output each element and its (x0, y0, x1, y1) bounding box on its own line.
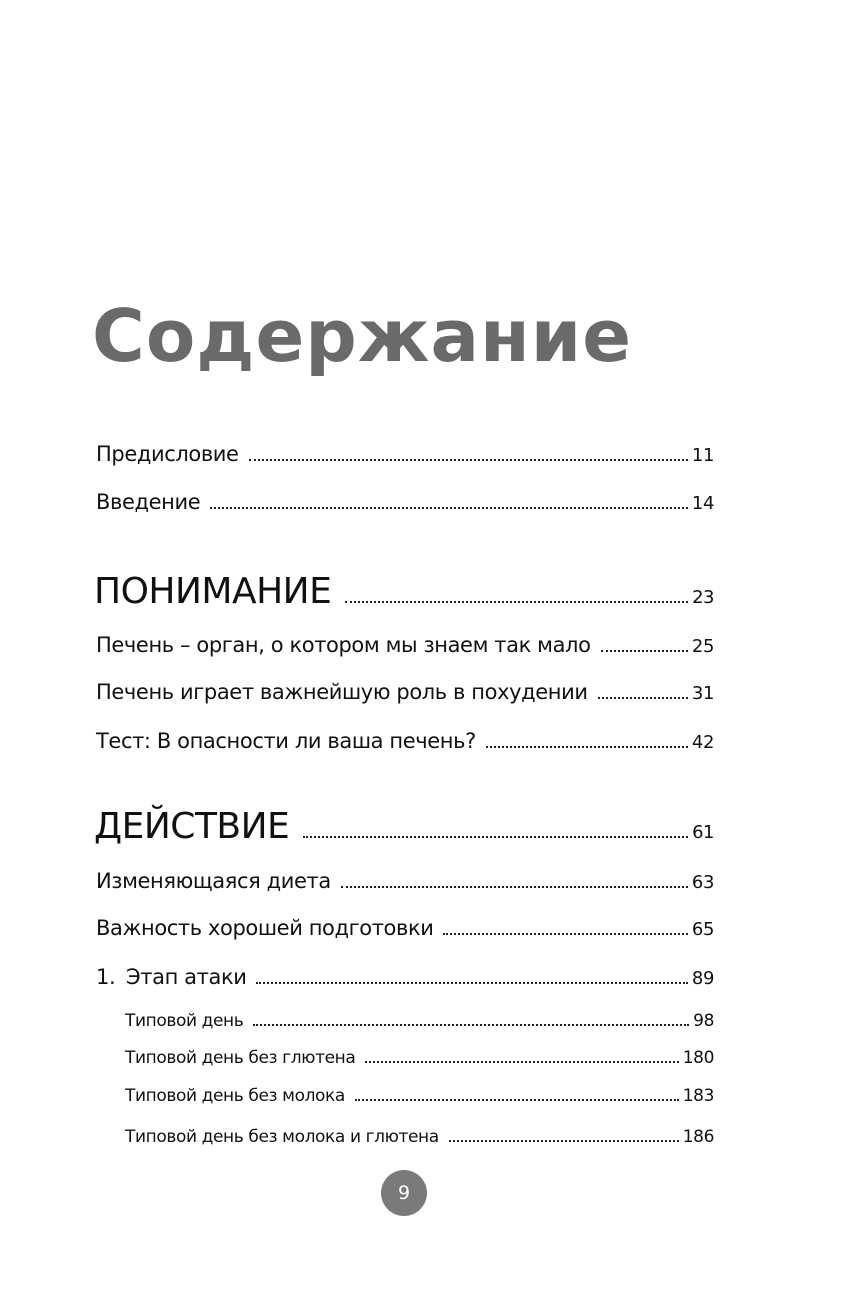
toc-page-number: 61 (692, 822, 714, 843)
toc-page-number: 14 (691, 493, 714, 514)
toc-entry-preface[interactable] (96, 442, 714, 466)
toc-dot-leader (598, 697, 688, 699)
page-number-badge (381, 1170, 427, 1216)
toc-subentry-label: Типовой день (125, 1011, 244, 1031)
toc-dot-leader (365, 1061, 678, 1063)
toc-subentry-typical-day-gluten-free[interactable] (125, 1048, 714, 1068)
toc-dot-leader (249, 459, 688, 461)
toc-entry-label: Важность хорошей подготовки (96, 916, 434, 940)
toc-page-number: 98 (693, 1011, 714, 1031)
toc-entry-label: Предисловие (96, 442, 239, 466)
toc-dot-leader (345, 601, 688, 603)
toc-entry-liver-weight-loss[interactable] (96, 680, 714, 704)
toc-dot-leader (253, 1024, 689, 1026)
toc-entry-liver-test[interactable] (96, 729, 714, 753)
toc-entry-number: 1. (96, 965, 116, 989)
toc-page-number: 89 (691, 968, 714, 989)
toc-subentry-typical-day[interactable] (125, 1011, 714, 1031)
toc-page-number: 180 (682, 1048, 714, 1068)
toc-dot-leader (486, 746, 688, 748)
toc-entry-preparation[interactable] (96, 916, 714, 940)
toc-subentry-typical-day-dairy-gluten-free[interactable] (125, 1127, 714, 1147)
page-title: Содержание (92, 294, 633, 378)
toc-entry-label: Введение (96, 490, 201, 514)
toc-section-understanding[interactable] (94, 571, 714, 612)
toc-page-number: 186 (682, 1127, 714, 1147)
toc-page-number: 25 (691, 636, 714, 657)
toc-dot-leader (341, 886, 688, 888)
toc-page-number: 183 (682, 1086, 714, 1106)
toc-entry-label: Печень – орган, о котором мы знаем так мало (96, 633, 591, 657)
toc-dot-leader (355, 1099, 679, 1101)
toc-entry-intro[interactable] (96, 490, 714, 514)
toc-page-number: 63 (691, 872, 714, 893)
toc-section-label: ПОНИМАНИЕ (94, 571, 332, 612)
toc-entry-label: Изменяющаяся диета (96, 869, 331, 893)
toc-dot-leader (303, 836, 688, 838)
toc-dot-leader (256, 982, 687, 984)
toc-entry-liver-organ[interactable] (96, 633, 714, 657)
toc-subentry-label: Типовой день без молока и глютена (125, 1127, 439, 1147)
toc-dot-leader (210, 507, 688, 509)
toc-entry-label: Тест: В опасности ли ваша печень? (96, 729, 476, 753)
toc-dot-leader (449, 1140, 679, 1142)
toc-section-action[interactable] (94, 806, 714, 847)
toc-section-label: ДЕЙСТВИЕ (94, 806, 290, 847)
toc-entry-label: Печень играет важнейшую роль в похудении (96, 680, 588, 704)
toc-page-number: 31 (691, 683, 714, 704)
toc-page-number: 65 (691, 919, 714, 940)
toc-page-number: 11 (691, 445, 714, 466)
toc-dot-leader (601, 650, 688, 652)
toc-page-number: 42 (691, 732, 714, 753)
toc-page-number: 23 (692, 587, 714, 608)
toc-subentry-label: Типовой день без молока (125, 1086, 345, 1106)
page-number: 9 (397, 1182, 411, 1204)
toc-entry-attack-phase[interactable] (96, 965, 714, 989)
toc-subentry-typical-day-dairy-free[interactable] (125, 1086, 714, 1106)
toc-entry-label: Этап атаки (126, 965, 247, 989)
toc-dot-leader (443, 933, 687, 935)
toc-entry-changing-diet[interactable] (96, 869, 714, 893)
toc-subentry-label: Типовой день без глютена (125, 1048, 356, 1068)
